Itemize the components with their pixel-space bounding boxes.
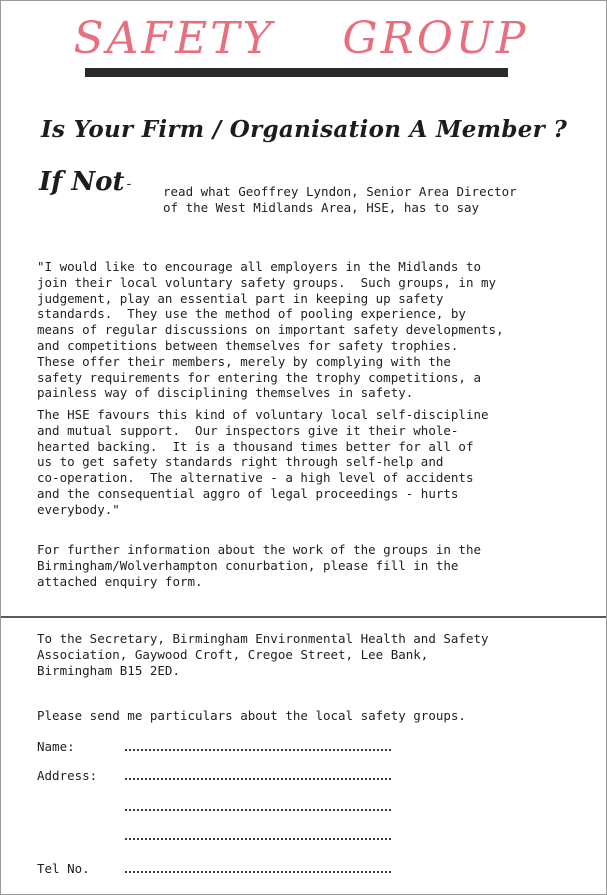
name-label: Name: xyxy=(37,739,75,754)
page-title: SAFETY GROUP xyxy=(73,13,529,64)
tel-field[interactable] xyxy=(125,871,391,873)
tear-off-divider xyxy=(1,616,606,618)
request-text: Please send me particulars about the local safety groups. xyxy=(37,708,466,723)
quote-paragraph-2: The HSE favours this kind of voluntary local self-discipline and mutual support. Our inspectors give it their whole- hearted backing. It is a thousand times better for all of us to get safety standards right through self-help and co-operation. The alternative - a high level of accidents and the consequential aggro of legal proceedings - hurts everybody." xyxy=(37,407,489,517)
address-field-line-1[interactable] xyxy=(125,778,391,780)
if-not-label: If Not xyxy=(39,167,125,197)
address-field-line-3[interactable] xyxy=(125,838,391,840)
address-field-line-2[interactable] xyxy=(125,809,391,811)
membership-headline: Is Your Firm / Organisation A Member ? xyxy=(41,116,568,143)
title-underline-bar xyxy=(85,68,508,77)
if-not-dash: - xyxy=(125,177,133,192)
quote-paragraph-1: "I would like to encourage all employers in the Midlands to join their local voluntary safety groups. Such groups, in my judgement, play an essential part in keeping up safety standards. They use the method of pooling experience, by means of regular discussions on important safety developments, and competitions between themselves for safety trophies. These offer their members, merely by complying with the safety requirements for entering the trophy competitions, a painless way of disciplining themselves in safety. xyxy=(37,259,504,401)
secretary-address: To the Secretary, Birmingham Environmental Health and Safety Association, Gaywood Croft, Cregoe Street, Lee Bank, Birmingham B15 2ED. xyxy=(37,631,489,678)
further-info-text: For further information about the work of the groups in the Birmingham/Wolverhampton conurbation, please fill in the attached enquiry form. xyxy=(37,542,482,589)
name-field[interactable] xyxy=(125,749,391,751)
tel-label: Tel No. xyxy=(37,861,90,876)
intro-text: read what Geoffrey Lyndon, Senior Area Director of the West Midlands Area, HSE, has to say xyxy=(163,184,517,215)
address-label: Address: xyxy=(37,768,98,783)
